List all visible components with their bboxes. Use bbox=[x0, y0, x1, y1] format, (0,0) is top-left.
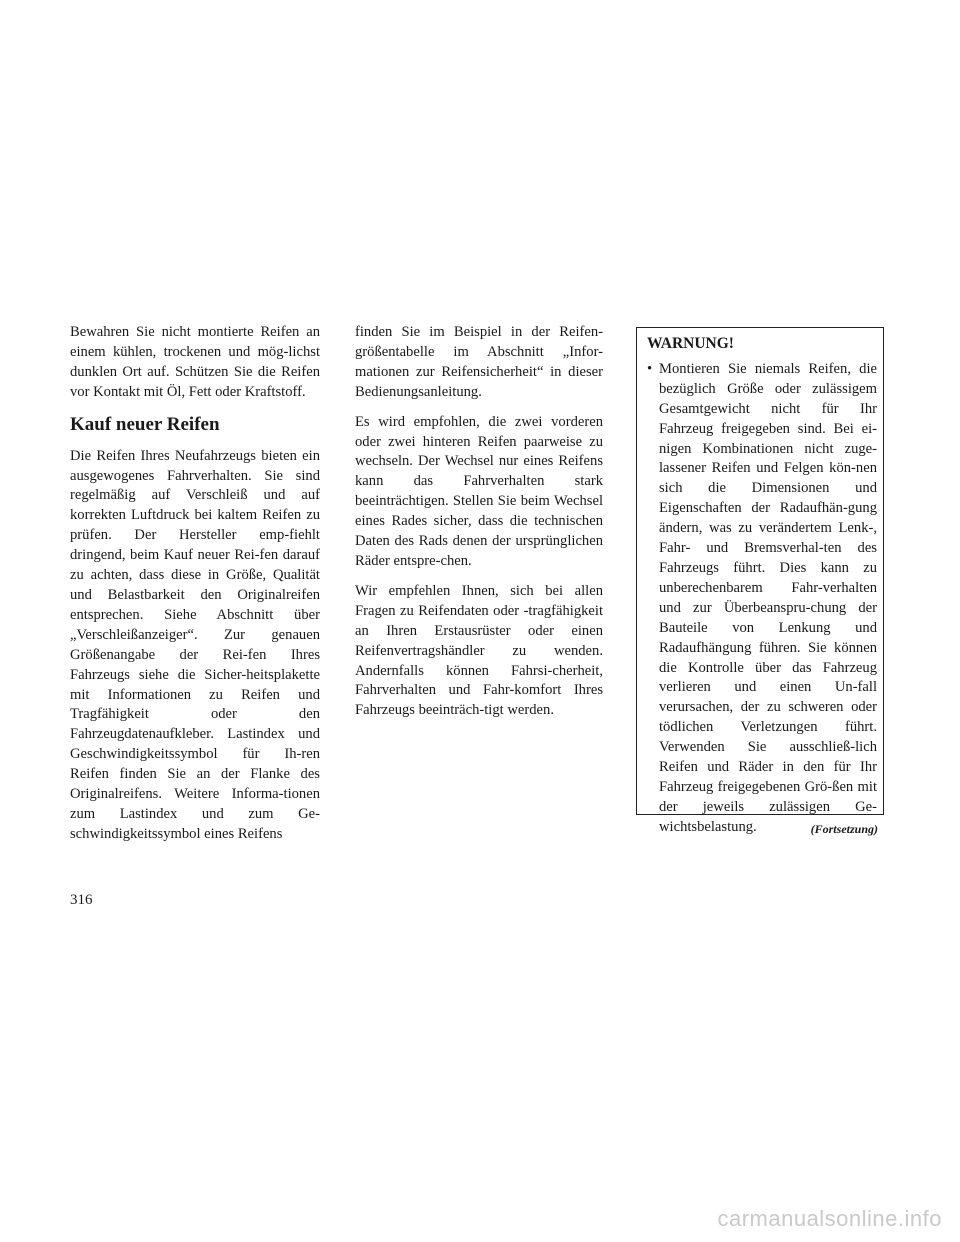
warning-list-item bbox=[647, 360, 877, 838]
tire-pair-paragraph: Es wird empfohlen, die zwei vorderen oder zwei hinteren Reifen paarweise zu wechseln. Der Wechsel nur eines Reifens kann das Fahrverhalten stark beeinträchtigen. Stellen Sie beim Wechsel eines Rades sicher, dass die technischen Daten des Rads denen der ursprünglichen Räder entspre-chen. bbox=[355, 413, 603, 569]
text-column-middle bbox=[355, 323, 603, 731]
section-heading: Kauf neuer Reifen bbox=[70, 413, 220, 435]
new-tires-paragraph: Die Reifen Ihres Neufahrzeugs bieten ein ausgewogenes Fahrverhalten. Sie sind regelmäßig auf Verschleiß und auf korrekten Luftdruck bei kaltem Reifen zu prüfen. Der Hersteller emp-fiehlt dringend, beim Kauf neuer Rei-fen darauf zu achten, dass diese in Größe, Qualität und Belastbarkeit den Originalreifen entsprechen. Siehe Abschnitt über „Verschleißanzeiger“. Zur genauen Größenangabe der Rei-fen Ihres Fahrzeugs siehe die Sicher-heitsplakette mit Informationen zu Reifen und Tragfähigkeit oder den Fahrzeugdatenaufkleber. Lastindex und Geschwindigkeitssymbol für Ih-ren Reifen finden Sie an der Flanke des Originalreifens. Weitere Informa-tionen zum Lastindex und zum Ge-schwindigkeitssymbol eines Reifens bbox=[70, 447, 320, 842]
bullet-icon: • bbox=[647, 360, 653, 377]
dealer-advice-paragraph: Wir empfehlen Ihnen, sich bei allen Fragen zu Reifendaten oder -tragfähigkeit an Ihren Erstausrüster oder einen Reifenvertragshändler zu wenden. Andernfalls können Fahrsi-cherheit, Fahrverhalten und Fahr-komfort Ihres Fahrzeugs beeinträch-tigt werden. bbox=[355, 582, 603, 719]
continued-label: (Fortsetzung) bbox=[810, 822, 878, 836]
storage-paragraph: Bewahren Sie nicht montierte Reifen an einem kühlen, trockenen und mög-lichst dunklen Ort auf. Schützen Sie die Reifen vor Kontakt mit Öl, Fett oder Kraftstoff. bbox=[70, 324, 320, 400]
warning-title: WARNUNG! bbox=[647, 335, 734, 352]
page-number: 316 bbox=[70, 892, 93, 908]
text-column-left bbox=[70, 323, 320, 855]
warning-text: Montieren Sie niemals Reifen, die bezüglich Größe oder zulässigem Gesamtgewicht nicht für Ihr Fahrzeug freigegeben sind. Bei ei-nigen Kombinationen nicht zuge-lassener Reifen und Felgen kön-nen sich die Dimensionen und Eigenschaften der Radaufhän-gung ändern, was zu verändertem Lenk-, Fahr- und Bremsverhal-ten des Fahrzeugs führt. Dies kann zu unberechenbarem Fahr-verhalten und zur Überbeanspru-chung der Bauteile von Lenkung und Radaufhängung führen. Sie können die Kontrolle über das Fahrzeug verlieren und einen Un-fall verursachen, der zu schweren oder tödlichen Verletzungen führt. Verwenden Sie ausschließ-lich Reifen und Räder in den für Ihr Fahrzeug freigegebenen Grö-ßen mit der jeweils zulässigen Ge-wichtsbelastung. bbox=[659, 360, 877, 835]
tire-size-table-paragraph: finden Sie im Beispiel in der Reifen-größentabelle im Abschnitt „Infor-mationen zur Reifensicherheit“ in dieser Bedienungsanleitung. bbox=[355, 324, 603, 400]
watermark: carmanualsonline.info bbox=[717, 1206, 942, 1231]
